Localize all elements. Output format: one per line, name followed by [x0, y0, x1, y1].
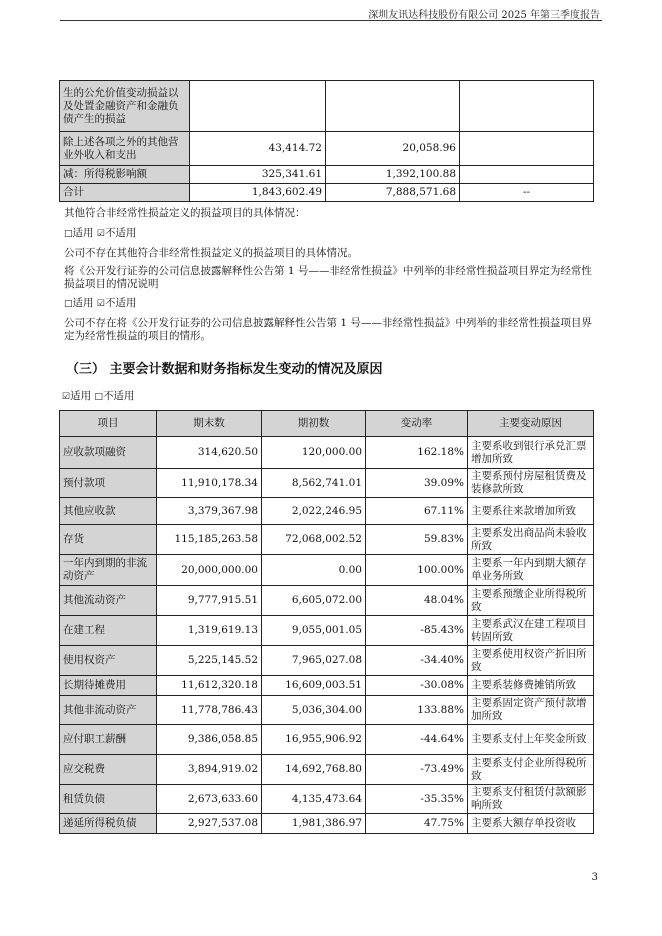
change-reason: 主要系支付上年奖金所致 [468, 725, 594, 755]
financial-changes-table [59, 410, 594, 834]
change-rate: -34.40% [366, 646, 468, 676]
ytd-value [326, 81, 460, 132]
note-value [460, 166, 594, 184]
table-row [60, 755, 594, 785]
checkbox-label: 不适用 [102, 390, 135, 402]
end-value: 2,927,537.08 [157, 814, 262, 834]
change-reason: 主要系大额存单投资收 [468, 814, 594, 834]
checkbox-unchecked-icon: □ [64, 299, 73, 309]
checkbox-label: 不适用 [104, 227, 137, 239]
begin-value: 8,562,741.01 [262, 469, 366, 498]
change-rate: -85.43% [366, 616, 468, 646]
ytd-value: 7,888,571.68 [326, 184, 460, 202]
table-row [60, 696, 594, 725]
end-value: 2,673,633.60 [157, 785, 262, 814]
row-label: 除上述各项之外的其他营业外收入和支出 [60, 132, 190, 166]
non-recurring-items-table [59, 80, 594, 202]
change-rate: -44.64% [366, 725, 468, 755]
change-reason: 主要系固定资产预付款增加所致 [468, 696, 594, 725]
current-value: 1,843,602.49 [190, 184, 326, 202]
change-reason: 主要系往来款增加所致 [468, 498, 594, 525]
table-row [60, 469, 594, 498]
change-reason: 主要系预付房屋租赁费及装修款所致 [468, 469, 594, 498]
reclassification-statement: 公司不存在将《公开发行证券的公司信息披露解释性公告第 1 号——非经常性损益》中列举的非经常性损益项目界定为经常性损益的项目的情形。 [64, 317, 592, 342]
table-row [60, 184, 594, 202]
change-rate: -35.35% [366, 785, 468, 814]
column-header-begin: 期初数 [262, 411, 366, 437]
row-item: 其他应收款 [60, 498, 157, 525]
checkbox-checked-icon: ☑ [96, 299, 105, 309]
table-row [60, 646, 594, 676]
row-item: 其他流动资产 [60, 586, 157, 616]
end-value: 3,379,367.98 [157, 498, 262, 525]
end-value: 11,778,786.43 [157, 696, 262, 725]
row-item: 应付职工薪酬 [60, 725, 157, 755]
end-value: 1,319,619.13 [157, 616, 262, 646]
note-value [460, 132, 594, 166]
end-value: 9,386,058.85 [157, 725, 262, 755]
change-rate: 59.83% [366, 525, 468, 555]
table-row [60, 785, 594, 814]
table-row [60, 725, 594, 755]
change-rate: -30.08% [366, 676, 468, 696]
change-reason: 主要系支付租赁付款额影响所致 [468, 785, 594, 814]
row-item: 递延所得税负债 [60, 814, 157, 834]
current-value [190, 81, 326, 132]
begin-value: 16,955,906.92 [262, 725, 366, 755]
table-header-row [60, 411, 594, 437]
begin-value: 6,605,072.00 [262, 586, 366, 616]
change-reason: 主要系支付企业所得税所致 [468, 755, 594, 785]
begin-value: 5,036,304.00 [262, 696, 366, 725]
end-value: 9,777,915.51 [157, 586, 262, 616]
ytd-value: 20,058.96 [326, 132, 460, 166]
end-value: 11,910,178.34 [157, 469, 262, 498]
ytd-value: 1,392,100.88 [326, 166, 460, 184]
end-value: 314,620.50 [157, 437, 262, 469]
section-title: （三） 主要会计数据和财务指标发生变动的情况及原因 [66, 362, 383, 377]
checkbox-label: 适用 [72, 297, 94, 309]
other-items-statement: 公司不存在其他符合非经常性损益定义的损益项目的具体情况。 [64, 247, 358, 259]
begin-value: 2,022,246.95 [262, 498, 366, 525]
change-reason: 主要系收到银行承兑汇票增加所致 [468, 437, 594, 469]
applicability-checkbox-2 [64, 297, 594, 311]
row-item: 应收款项融资 [60, 437, 157, 469]
checkbox-checked-icon: ☑ [62, 392, 71, 402]
column-header-item: 项目 [60, 411, 157, 437]
table-row [60, 814, 594, 834]
change-reason: 主要系预缴企业所得税所致 [468, 586, 594, 616]
change-reason: 主要系一年内到期大额存单业务所致 [468, 555, 594, 586]
checkbox-unchecked-icon: □ [94, 392, 103, 402]
change-rate: 48.04% [366, 586, 468, 616]
other-items-intro: 其他符合非经常性损益定义的损益项目的具体情况： [64, 207, 306, 219]
begin-value: 7,965,027.08 [262, 646, 366, 676]
row-item: 使用权资产 [60, 646, 157, 676]
table-row [60, 586, 594, 616]
table-row [60, 437, 594, 469]
row-item: 存货 [60, 525, 157, 555]
end-value: 5,225,145.52 [157, 646, 262, 676]
row-label: 生的公允价值变动损益以及处置金融资产和金融负债产生的损益 [60, 81, 190, 132]
row-label: 合计 [60, 184, 190, 202]
note-value [460, 81, 594, 132]
begin-value: 72,068,002.52 [262, 525, 366, 555]
begin-value: 1,981,386.97 [262, 814, 366, 834]
header-divider [60, 20, 602, 21]
change-rate: 67.11% [366, 498, 468, 525]
change-rate: 39.09% [366, 469, 468, 498]
checkbox-label: 适用 [72, 227, 94, 239]
begin-value: 0.00 [262, 555, 366, 586]
end-value: 3,894,919.02 [157, 755, 262, 785]
table-row [60, 616, 594, 646]
column-header-reason: 主要变动原因 [468, 411, 594, 437]
current-value: 43,414.72 [190, 132, 326, 166]
change-rate: 133.88% [366, 696, 468, 725]
row-item: 租赁负债 [60, 785, 157, 814]
reclassification-intro: 将《公开发行证券的公司信息披露解释性公告第 1 号——非经常性损益》中列举的非经常性损益项目界定为经常性损益项目的情况说明 [64, 265, 592, 290]
row-label: 减：所得税影响额 [60, 166, 190, 184]
row-item: 其他非流动资产 [60, 696, 157, 725]
change-rate: 162.18% [366, 437, 468, 469]
change-rate: 100.00% [366, 555, 468, 586]
change-rate: -73.49% [366, 755, 468, 785]
begin-value: 4,135,473.64 [262, 785, 366, 814]
change-reason: 主要系使用权资产折旧所致 [468, 646, 594, 676]
table-row [60, 166, 594, 184]
report-header-title: 深圳友讯达科技股份有限公司 2025 年第三季度报告 [368, 10, 600, 21]
begin-value: 14,692,768.80 [262, 755, 366, 785]
row-item: 应交税费 [60, 755, 157, 785]
row-item: 预付款项 [60, 469, 157, 498]
table-row [60, 81, 594, 132]
change-reason: 主要系武汉在建工程项目转固所致 [468, 616, 594, 646]
checkbox-label: 不适用 [104, 297, 137, 309]
change-reason: 主要系装修费摊销所致 [468, 676, 594, 696]
row-item: 在建工程 [60, 616, 157, 646]
begin-value: 120,000.00 [262, 437, 366, 469]
begin-value: 16,609,003.51 [262, 676, 366, 696]
checkbox-label: 适用 [70, 390, 92, 402]
change-reason: 主要系发出商品尚未验收所致 [468, 525, 594, 555]
current-value: 325,341.61 [190, 166, 326, 184]
column-header-rate: 变动率 [366, 411, 468, 437]
applicability-checkbox-1 [64, 227, 594, 241]
page-number: 3 [591, 872, 598, 883]
end-value: 20,000,000.00 [157, 555, 262, 586]
table-row [60, 132, 594, 166]
end-value: 11,612,320.18 [157, 676, 262, 696]
end-value: 115,185,263.58 [157, 525, 262, 555]
table-row [60, 498, 594, 525]
row-item: 一年内到期的非流动资产 [60, 555, 157, 586]
column-header-end: 期末数 [157, 411, 262, 437]
row-item: 长期待摊费用 [60, 676, 157, 696]
checkbox-unchecked-icon: □ [64, 229, 73, 239]
checkbox-checked-icon: ☑ [96, 229, 105, 239]
begin-value: 9,055,001.05 [262, 616, 366, 646]
table-row [60, 525, 594, 555]
table-row [60, 555, 594, 586]
note-value: -- [460, 184, 594, 202]
table-row [60, 676, 594, 696]
change-rate: 47.75% [366, 814, 468, 834]
applicability-checkbox-3 [62, 390, 592, 404]
